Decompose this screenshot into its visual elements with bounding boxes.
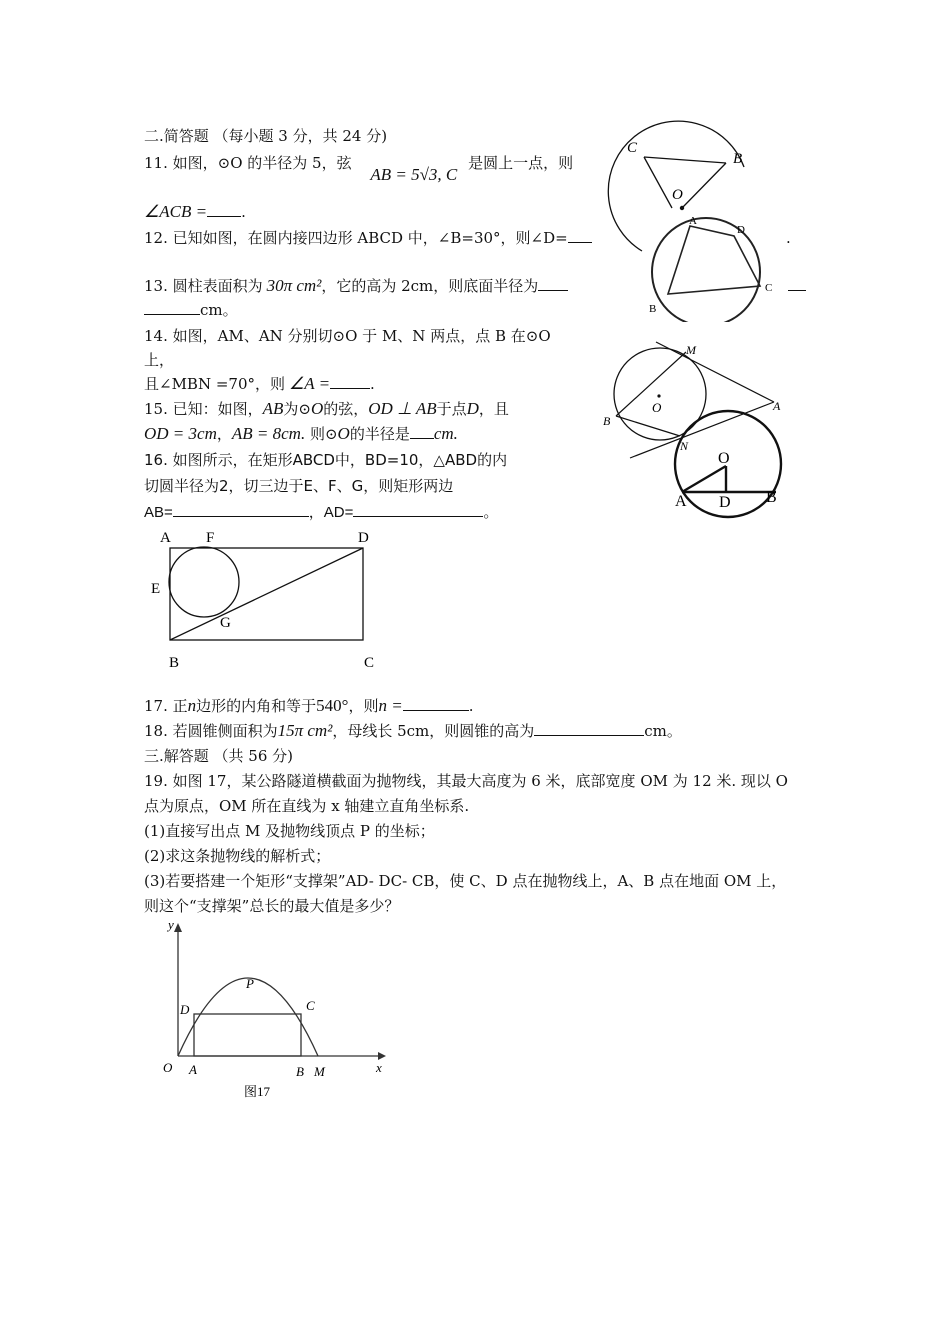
q17-prefix: 17. 正	[144, 697, 188, 715]
q15-ab: AB	[262, 399, 284, 418]
q15-mid: 为⊙	[283, 400, 311, 418]
q18-end: cm。	[644, 722, 682, 740]
q16-label-f: F	[206, 530, 215, 546]
fig17-label-m: M	[314, 1064, 325, 1079]
fig17-label-d: D	[180, 1002, 190, 1017]
q15-mid3: 则⊙	[305, 425, 338, 443]
q14-prefix: 且∠MBN =70°，则	[144, 375, 285, 393]
q13-answer-blank-b[interactable]	[788, 276, 806, 296]
q18-formula: 15π cm²	[277, 721, 333, 740]
q12-answer-blank[interactable]	[568, 228, 592, 243]
q15-label-b: B	[766, 489, 777, 506]
question-11-line-1	[144, 153, 574, 184]
q15-o: O	[310, 399, 324, 418]
q11-formula: AB = 5√3, C	[370, 165, 458, 184]
q15-mid2: 的弦，	[323, 400, 369, 418]
q11-label-c: C	[627, 140, 638, 156]
question-12	[144, 228, 592, 248]
q16-label-d: D	[358, 530, 369, 546]
figure-q16-rectangle	[148, 526, 388, 676]
question-17	[144, 696, 473, 716]
q17-mid: 边形的内角和等于	[196, 697, 317, 715]
question-19-line-2: 点为原点，OM 所在直线为 x 轴建立直角坐标系.	[144, 797, 470, 815]
q16-label-c: C	[364, 655, 375, 671]
q14-end: .	[370, 375, 375, 393]
q15-answer-blank[interactable]	[410, 424, 434, 439]
q13-unit: cm。	[200, 301, 238, 319]
q12-label-c: C	[765, 282, 773, 294]
q15-formula: OD ⊥ AB	[368, 399, 437, 418]
figure-q12-inscribed-quad	[646, 214, 780, 324]
question-14-line-2: 上，	[144, 351, 175, 369]
q11-answer-blank[interactable]	[207, 202, 241, 217]
q16-ab-blank[interactable]	[173, 502, 309, 517]
fig17-label-c: C	[306, 998, 315, 1013]
question-15-line-1	[144, 399, 509, 419]
q13-suffix: ，它的高为 2cm，则底面半径为	[321, 277, 539, 295]
q13-prefix: 13. 圆柱表面积为	[144, 277, 263, 295]
q13-answer-blank-c[interactable]	[144, 300, 200, 315]
q15-prefix: 15. 已知：如图，	[144, 400, 263, 418]
q15-ab-length: AB = 8cm.	[231, 424, 306, 443]
question-16-line-1: 16. 如图所示，在矩形ABCD中，BD=10，△ABD的内	[144, 451, 508, 469]
q14-label-o: O	[652, 400, 662, 415]
section-3-header: 三.解答题 （共 56 分)	[144, 747, 294, 765]
q16-label-a: A	[160, 530, 171, 546]
q14-tangent-am	[656, 342, 774, 402]
fig17-y-arrow	[174, 923, 182, 932]
q16-ad-blank[interactable]	[353, 502, 483, 517]
q11-chord-cb	[644, 157, 726, 163]
q18-mid: ，母线长 5cm，则圆锥的高为	[332, 722, 535, 740]
q14-center-dot	[657, 394, 660, 397]
fig17-label-a: A	[189, 1062, 197, 1077]
q16-diagonal-bd	[170, 548, 363, 640]
q15-label-d: D	[719, 494, 731, 511]
q17-formula: 540°	[316, 696, 349, 715]
q11-prefix: 11. 如图，⊙O 的半径为 5，弦	[144, 154, 352, 172]
q12-text: 12. 已知如图，在圆内接四边形 ABCD 中，∠B=30°，则∠D=	[144, 229, 568, 247]
q15-unit: cm.	[433, 424, 458, 443]
q16-end: 。	[483, 504, 499, 521]
question-16-line-2: 切圆半径为2，切三边于E、F、G，则矩形两边	[144, 477, 454, 495]
figure-q15-chord	[672, 408, 792, 518]
q14-chord-bn	[616, 416, 680, 436]
section-2-header: 二.简答题 （每小题 3 分，共 24 分)	[144, 127, 388, 145]
q14-label-n: N	[680, 439, 689, 453]
q15-o2: O	[337, 424, 350, 443]
q15-suffix2: 的半径是	[349, 425, 410, 443]
q15-label-o: O	[718, 450, 730, 467]
question-15-line-2	[144, 424, 458, 444]
q14-formula: ∠A =	[289, 374, 331, 393]
fig17-caption: 图17	[244, 1084, 271, 1099]
q16-incircle	[169, 547, 239, 617]
q14-label-a: A	[773, 399, 781, 413]
q14-label-b: B	[603, 414, 611, 428]
q12-end: .	[786, 229, 791, 247]
q11-center-dot	[680, 206, 684, 210]
fig17-label-o: O	[163, 1060, 173, 1075]
fig17-x-arrow	[378, 1052, 386, 1060]
fig17-label-b: B	[296, 1064, 304, 1079]
question-14-line-3	[144, 374, 375, 394]
question-14-line-1: 14. 如图，AM、AN 分别切⊙O 于 M、N 两点，点 B 在⊙O	[144, 327, 551, 345]
question-19-part-4: 则这个“支撑架”总长的最大值是多少？	[144, 897, 400, 915]
fig17-label-p: P	[246, 976, 254, 991]
q16-ab-label: AB=	[144, 504, 173, 521]
q15-od: OD = 3cm	[144, 424, 217, 443]
q11-angle-formula: ∠ACB =	[144, 202, 208, 221]
q16-label-g: G	[220, 615, 231, 631]
q15-end: ，且	[478, 400, 509, 418]
q12-label-d: D	[737, 224, 745, 236]
q15-sep: ，	[216, 425, 232, 443]
q15-suffix: 于点	[436, 400, 467, 418]
question-13-line-2	[144, 300, 238, 320]
q11-chord-ca	[644, 157, 672, 208]
q16-label-e: E	[151, 581, 161, 597]
q17-n: n	[187, 696, 197, 715]
q12-label-b: B	[649, 303, 657, 315]
q17-end: .	[468, 697, 474, 715]
q14-answer-blank[interactable]	[330, 374, 370, 389]
question-11-line-2	[144, 202, 246, 222]
q14-label-m: M	[686, 343, 696, 357]
question-19-part-1: (1)直接写出点 M 及抛物线顶点 P 的坐标；	[144, 822, 435, 840]
q18-answer-blank[interactable]	[534, 721, 644, 736]
q12-label-a: A	[689, 215, 697, 227]
question-18	[144, 721, 682, 741]
q15-d: D	[466, 399, 479, 418]
q15-segment-oa	[682, 466, 726, 492]
figure-17-parabola	[158, 918, 398, 1104]
question-13-line-1	[144, 276, 568, 296]
q18-prefix: 18. 若圆锥侧面积为	[144, 722, 278, 740]
fig17-label-x: x	[376, 1060, 382, 1075]
question-19-line-1: 19. 如图 17，某公路隧道横截面为抛物线，其最大高度为 6 米，底部宽度 OM 为 12 米. 现以 O	[144, 772, 788, 790]
q17-mid2: ，则	[348, 697, 379, 715]
q15-label-a: A	[675, 493, 687, 510]
q11-chord-ab	[682, 163, 726, 208]
fig17-support-rect	[194, 1014, 301, 1056]
question-19-part-3: (3)若要搭建一个矩形“支撑架”AD- DC- CB，使 C、D 点在抛物线上，A、B 点在地面 OM 上，	[144, 872, 787, 890]
q17-answer-blank[interactable]	[403, 696, 469, 711]
fig17-label-y: y	[168, 917, 174, 932]
question-16-line-3	[144, 502, 498, 523]
q11-label-o: O	[672, 187, 683, 203]
q11-suffix: 是圆上一点，则	[468, 154, 574, 172]
q11-label-b: B	[733, 151, 743, 167]
q17-formula2: n =	[378, 696, 403, 715]
q11-end: .	[241, 203, 246, 221]
q13-formula: 30π cm²	[266, 276, 322, 295]
q13-answer-blank-a[interactable]	[538, 276, 568, 291]
question-19-part-2: (2)求这条抛物线的解析式；	[144, 847, 331, 865]
q16-label-b: B	[169, 655, 180, 671]
q16-ad-label: ，AD=	[308, 504, 354, 521]
